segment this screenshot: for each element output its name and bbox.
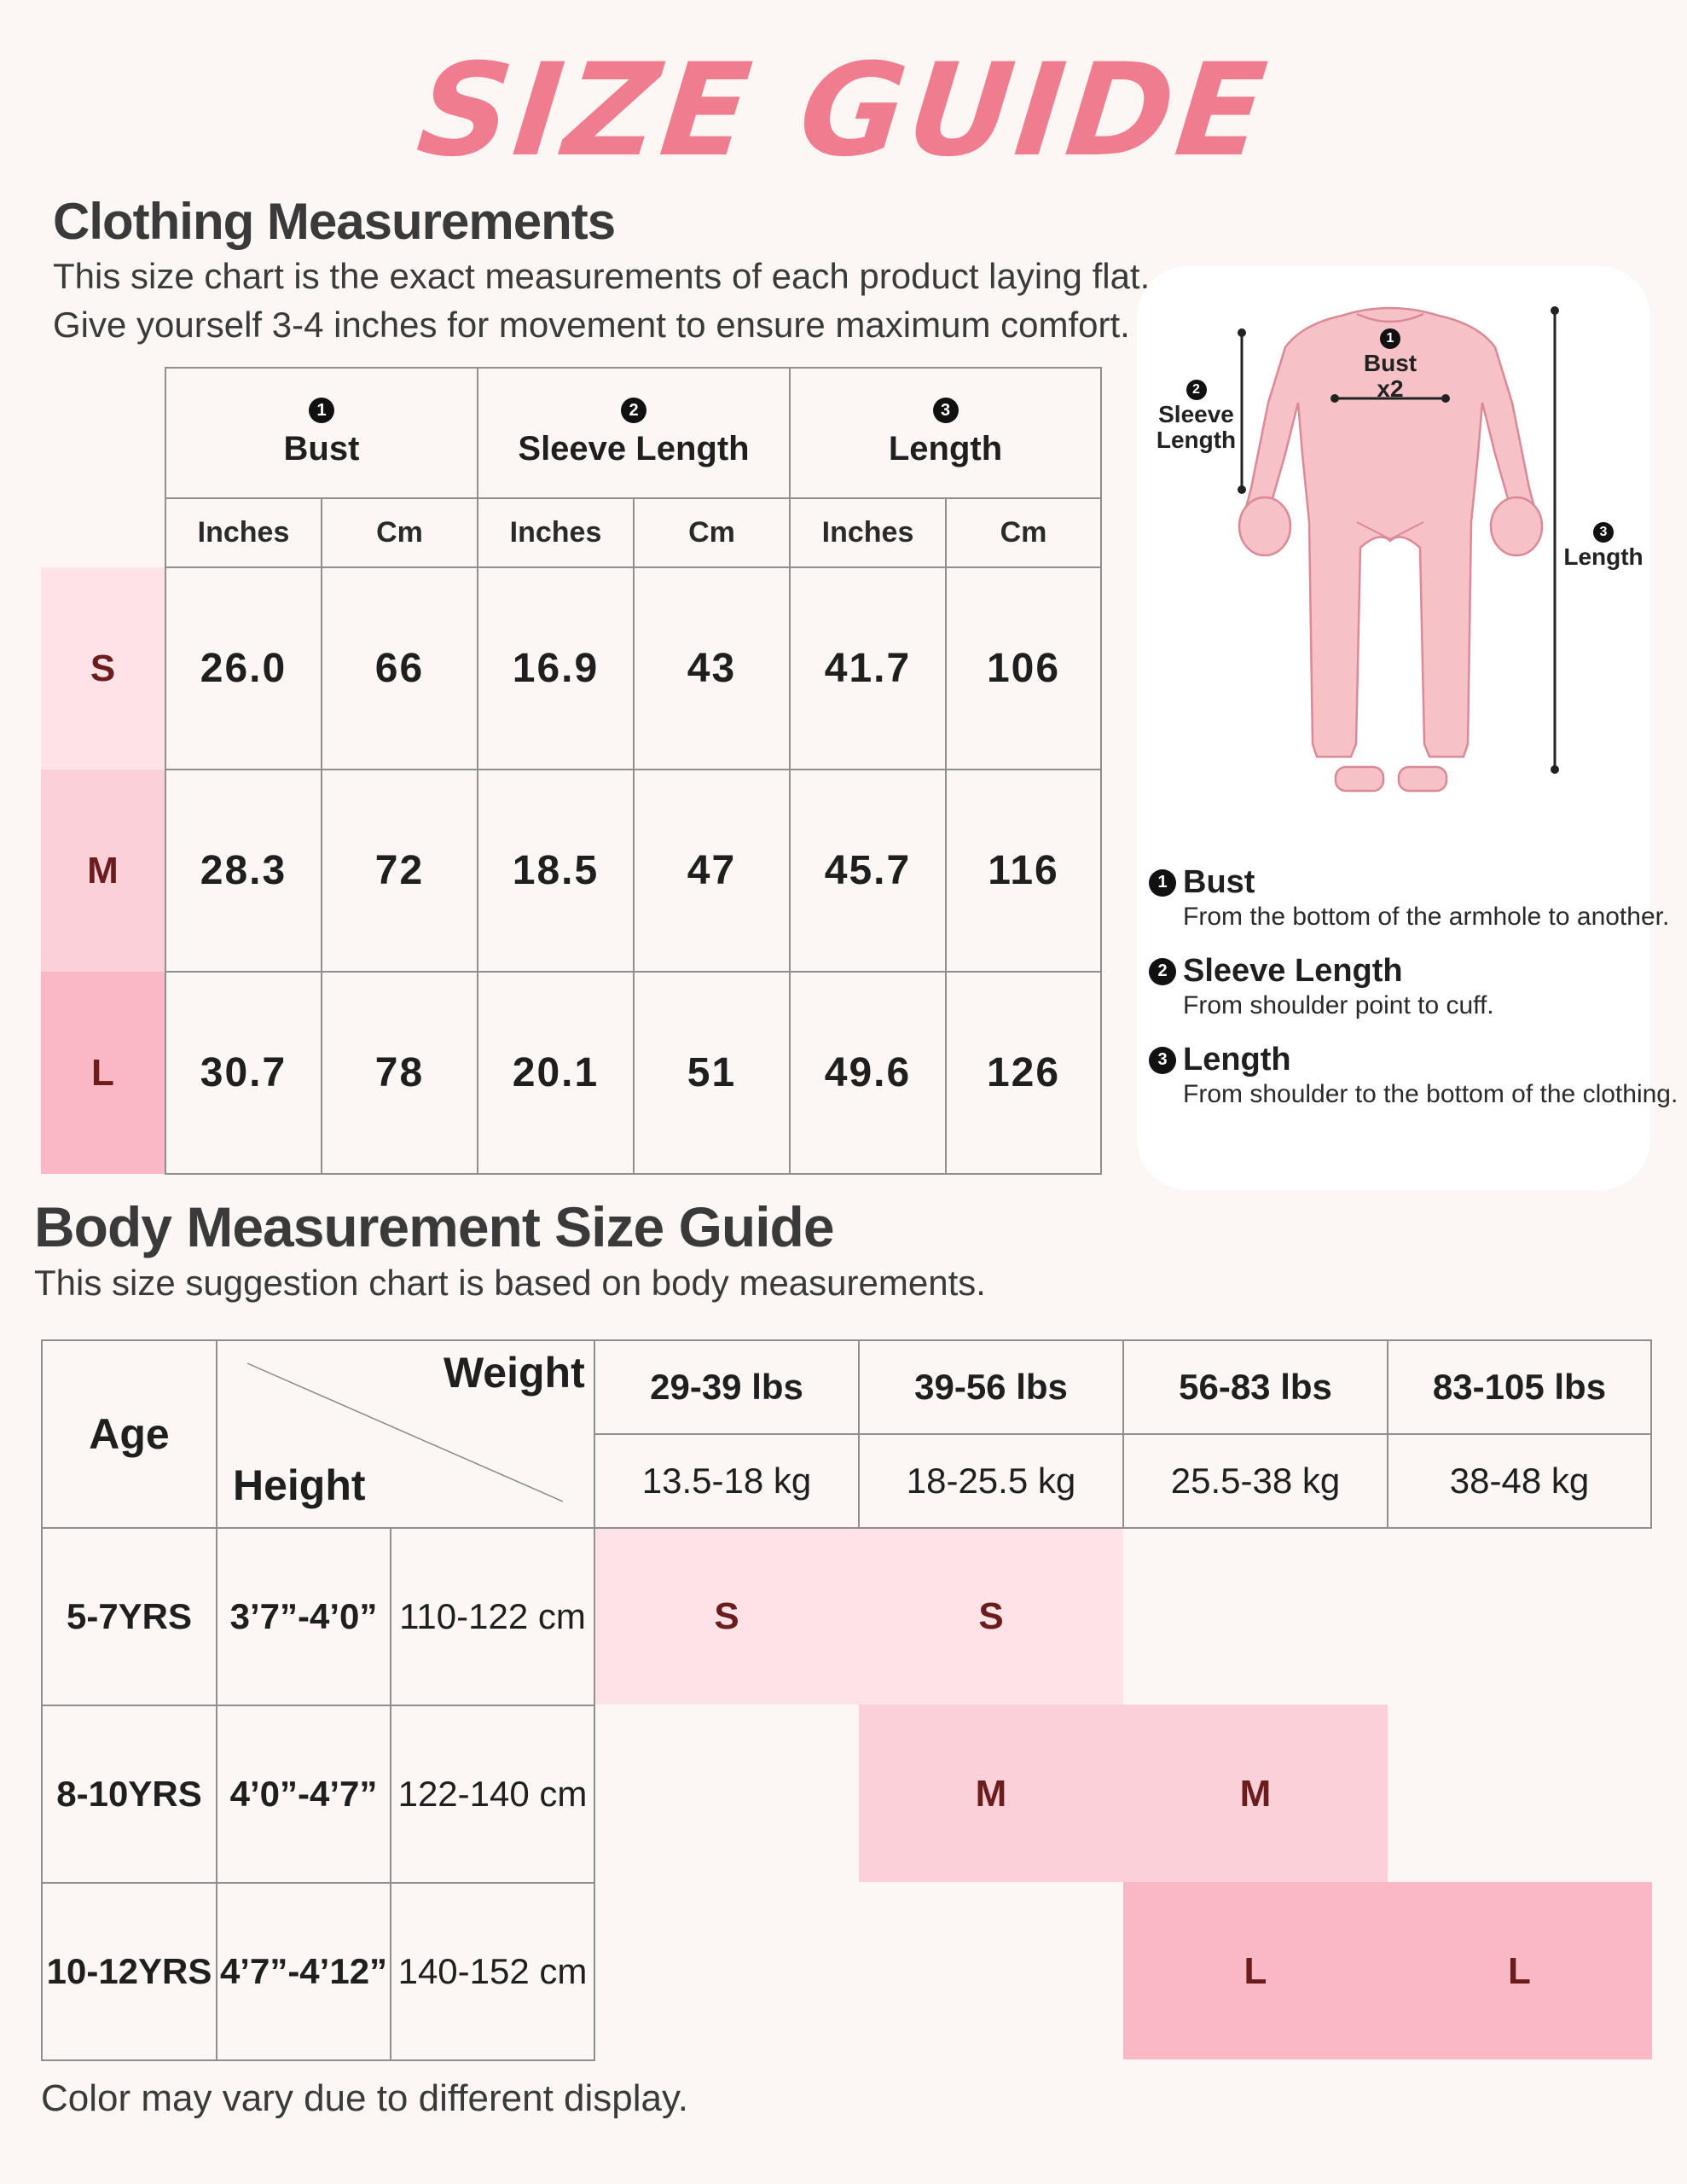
diagram-sleeve-label — [1147, 373, 1245, 452]
unit-inches: Inches — [197, 516, 290, 549]
table-cell: 18.5 — [512, 848, 600, 893]
legend-title: Length — [1183, 1042, 1291, 1077]
height-ft-cell: 4’7”-4’12” — [219, 1951, 388, 1991]
number-badge: 3 — [1593, 522, 1614, 543]
size-cell — [1388, 1706, 1650, 1882]
number-badge: 1 — [309, 398, 334, 423]
age-cell: 5-7YRS — [66, 1596, 193, 1636]
diagram-label-text: Sleeve — [1158, 401, 1234, 428]
age-cell: 10-12YRS — [46, 1951, 212, 1991]
height-ft-cell: 3’7”-4’0” — [229, 1596, 378, 1636]
weight-kg-cell: 13.5-18 kg — [641, 1461, 812, 1501]
size-label: L — [91, 1051, 114, 1094]
height-cm-cell: 110-122 cm — [399, 1596, 586, 1636]
col-header-length — [791, 369, 1100, 497]
unit-inches: Inches — [509, 516, 602, 549]
size-cell — [1388, 1529, 1650, 1705]
grid-line — [1100, 367, 1102, 1175]
diagram-label-text: Length — [1563, 543, 1644, 571]
table-cell: 26.0 — [200, 646, 287, 691]
legend-title: Sleeve Length — [1183, 953, 1403, 989]
number-badge: 3 — [933, 398, 959, 423]
table-cell: 45.7 — [824, 848, 912, 893]
size-cell — [595, 1706, 858, 1882]
height-ft-cell: 4’0”-4’7” — [229, 1774, 378, 1814]
col-header-label: Sleeve Length — [518, 430, 750, 468]
number-badge: 3 — [1149, 1047, 1176, 1074]
legend-title: Bust — [1183, 864, 1255, 900]
table-cell: 78 — [374, 1050, 425, 1095]
size-label: M — [87, 849, 119, 892]
unit-inches: Inches — [821, 516, 914, 549]
size-cell: S — [978, 1595, 1004, 1637]
weight-lbs-cell: 39-56 lbs — [914, 1367, 1068, 1407]
diagram-label-text: Length — [1156, 426, 1237, 453]
number-badge: 2 — [621, 398, 646, 423]
weight-lbs-cell: 83-105 lbs — [1432, 1367, 1607, 1407]
size-cell: M — [975, 1773, 1007, 1815]
table-cell: 43 — [687, 646, 737, 691]
weight-lbs-cell: 29-39 lbs — [650, 1367, 803, 1407]
unit-cm: Cm — [1000, 516, 1047, 549]
height-cm-cell: 140-152 cm — [397, 1951, 588, 1991]
legend-desc: From shoulder to the bottom of the clothing. — [1183, 1080, 1678, 1108]
table-cell: 41.7 — [824, 646, 912, 691]
size-cell — [1124, 1529, 1387, 1705]
diagram-label-text: x2 — [1377, 375, 1404, 402]
table-cell: 47 — [687, 848, 737, 893]
size-cell — [595, 1884, 858, 2059]
table-cell: 28.3 — [200, 848, 287, 893]
size-label: S — [90, 647, 116, 689]
weight-kg-cell: 18-25.5 kg — [906, 1461, 1076, 1501]
col-header-label: Bust — [283, 430, 360, 468]
number-badge: 1 — [1149, 869, 1176, 897]
unit-cm: Cm — [688, 516, 735, 549]
clothing-desc-line1: This size chart is the exact measurements of each product laying flat. — [53, 256, 1151, 296]
table-cell: 66 — [374, 646, 425, 691]
age-cell: 8-10YRS — [56, 1774, 202, 1814]
table-cell: 126 — [986, 1050, 1061, 1095]
weight-kg-cell: 25.5-38 kg — [1170, 1461, 1341, 1501]
size-cell: L — [1508, 1950, 1531, 1992]
clothing-desc-line2: Give yourself 3-4 inches for movement to ensure maximum comfort. — [53, 305, 1130, 345]
table-cell: 30.7 — [200, 1050, 287, 1095]
table-cell: 72 — [374, 848, 425, 893]
age-header: Age — [89, 1410, 170, 1458]
size-cell — [860, 1884, 1122, 2059]
body-desc: This size suggestion chart is based on body measurements. — [34, 1263, 986, 1303]
number-badge: 2 — [1149, 958, 1176, 985]
unit-cm: Cm — [376, 516, 423, 549]
table-cell: 116 — [988, 848, 1059, 893]
weight-header: Weight — [443, 1349, 585, 1397]
table-cell: 106 — [986, 646, 1061, 691]
height-cm-cell: 122-140 cm — [397, 1774, 588, 1814]
table-cell: 16.9 — [512, 646, 600, 691]
size-cell: S — [714, 1595, 739, 1637]
legend-item-length — [1149, 1042, 1678, 1109]
legend-desc: From shoulder point to cuff. — [1183, 991, 1494, 1019]
col-header-bust — [166, 369, 477, 497]
legend-desc: From the bottom of the armhole to another. — [1183, 903, 1670, 931]
body-heading: Body Measurement Size Guide — [34, 1195, 834, 1258]
clothing-heading: Clothing Measurements — [53, 193, 616, 250]
col-header-sleeve — [478, 369, 789, 497]
number-badge: 1 — [1380, 328, 1400, 349]
legend-item-bust — [1149, 864, 1669, 932]
diagram-label-text: Bust — [1363, 350, 1417, 377]
weight-lbs-cell: 56-83 lbs — [1179, 1367, 1332, 1407]
grid-line — [41, 2059, 594, 2061]
diagram-length-label — [1561, 515, 1646, 570]
table-cell: 51 — [687, 1050, 737, 1095]
number-badge: 2 — [1186, 380, 1207, 400]
height-header: Height — [233, 1461, 366, 1509]
size-cell: M — [1239, 1773, 1272, 1815]
size-cell: L — [1244, 1950, 1267, 1992]
table-cell: 49.6 — [824, 1050, 912, 1095]
page-title: SIZE GUIDE — [411, 37, 1276, 185]
weight-kg-cell: 38-48 kg — [1449, 1461, 1590, 1501]
table-cell: 20.1 — [512, 1050, 600, 1095]
legend-item-sleeve — [1149, 953, 1494, 1020]
footer-note: Color may vary due to different display. — [41, 2077, 688, 2119]
diagram-bust-label — [1352, 322, 1429, 401]
col-header-label: Length — [888, 430, 1003, 468]
grid-line — [1650, 1339, 1652, 1527]
